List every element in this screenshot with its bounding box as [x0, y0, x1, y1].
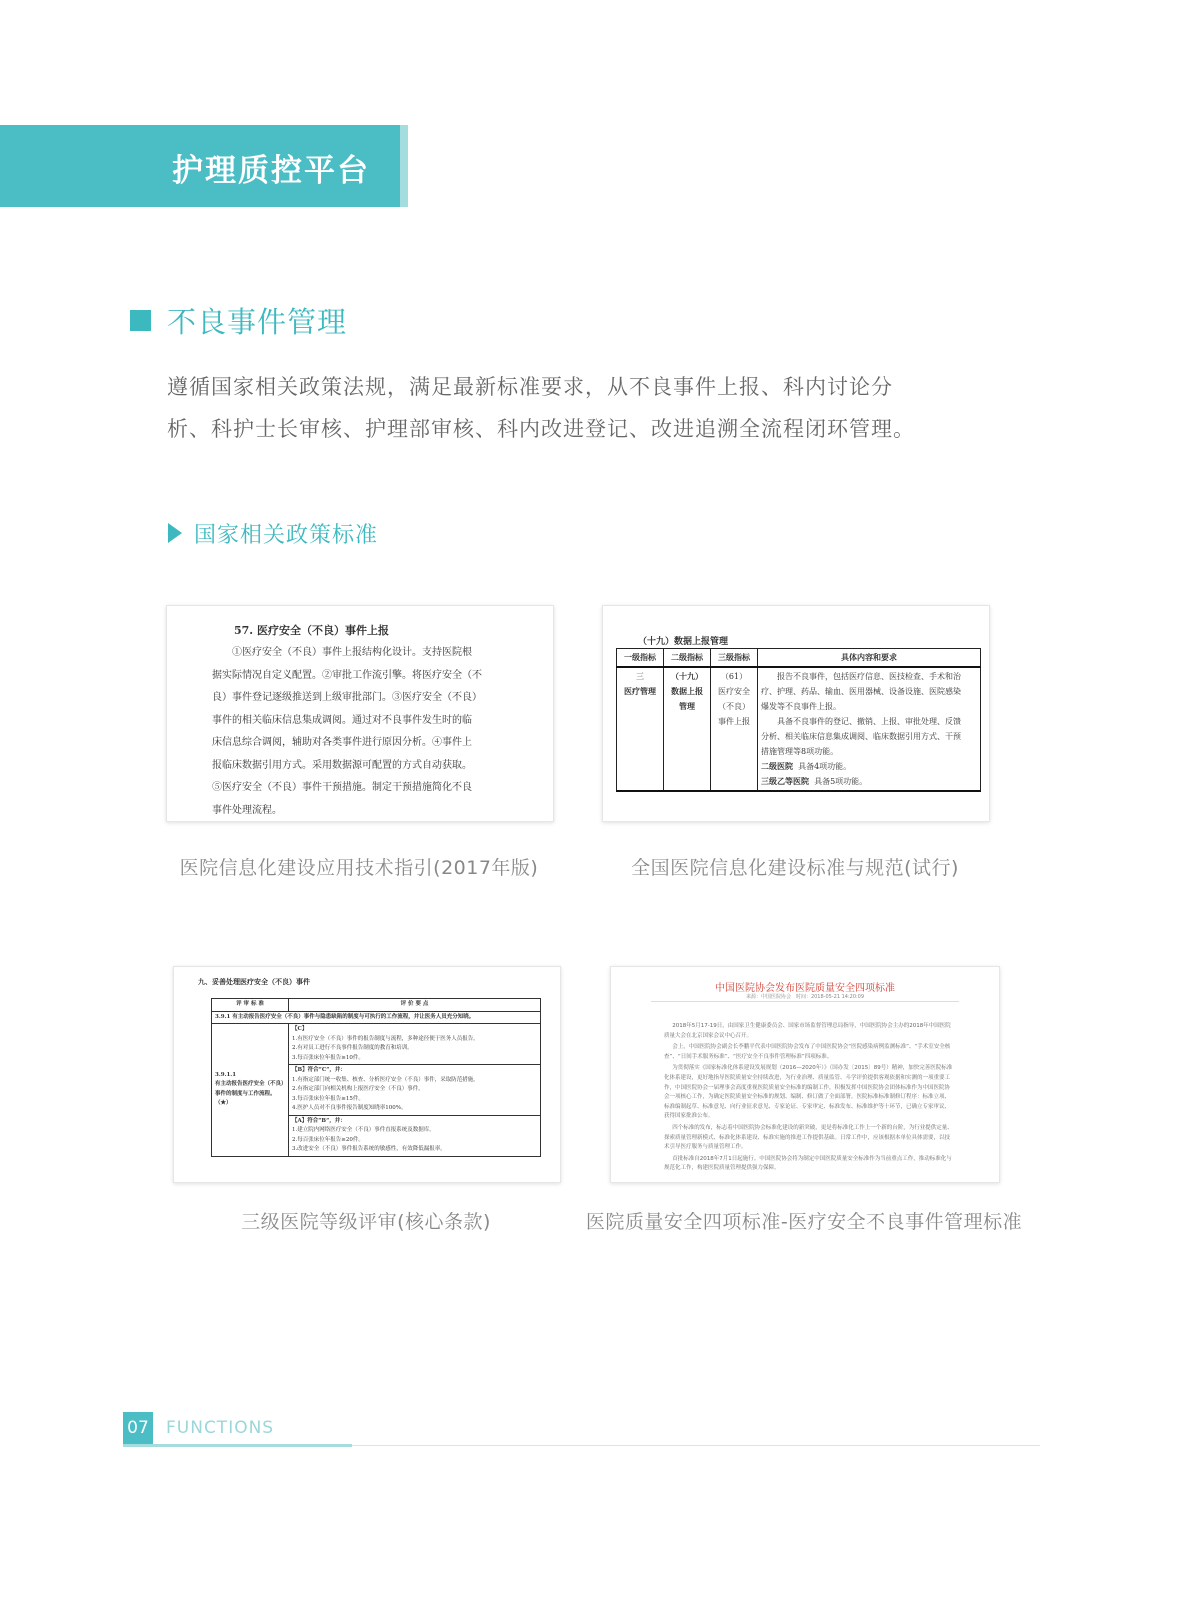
footer-label: FUNCTIONS	[166, 1418, 275, 1438]
footer-rule	[123, 1444, 352, 1447]
news-paragraph: 会上，中国医院协会副会长李鹏平代表中国医院协会发布了中国医院协会“医院感染病例监测标准”、“手术室安全核查”、“日间手术服务标准”、“医疗安全不良事件管理标准”四项标准。	[664, 1044, 951, 1060]
intro-line: 析、科护士长审核、护理部审核、科内改进登记、改进追溯全流程闭环管理。	[167, 417, 915, 441]
banner-stripe	[400, 125, 408, 207]
divider	[651, 1001, 959, 1002]
grade-label: 【B】符合“C”，并：	[292, 1067, 346, 1073]
cell-line	[761, 774, 977, 789]
doc-title: （十九）数据上报管理	[638, 637, 729, 647]
section-intro	[167, 366, 997, 450]
triangle-right-icon	[168, 523, 182, 543]
news-paragraph: 首批标准自2018年7月1日起施行。中国医院协会将为制定中国医院质量安全标准作为当前重点工作，推动标准化与规范化工作，构建医院质量管理提供强力保障。	[664, 1155, 952, 1172]
level-text: 具备5项功能。	[814, 777, 868, 786]
policy-card-1	[166, 605, 554, 822]
table-header: 二级指标	[664, 649, 711, 668]
news-meta: 来源：中国医院协会 时间：2018-05-21 14:20:09	[745, 994, 865, 1000]
section-square-icon	[130, 310, 151, 331]
news-paragraph: 为贯彻落实《国家标准化体系建设发展规划（2016—2020年）》（国办发〔2015〕89号）精神，加快完善医院标准化体系建设，更好地指导医院质量安全持续改进，为行业治理、质量监管、斗学评价提供客观依据和实测的一项重要工作，中国医院协会一届理事会高度重视医院质量安全标准的编制工作，积极发挥中国医院协会团体标准作为中国医院协会一项核心工作，为确定医院质量安全标准的规划、编制、修订做了全面部署。医院标准标准制修订程序：标准立项、标准编制起草、标准意见、向行业征求意见、专家论证、专家审定、标准发布、标准维护等十环节，已确立专家审议、获得国家批准公布。	[664, 1065, 953, 1120]
cell-line: 具备不良事件的登记、撤销、上报、审批处理、反馈	[777, 717, 961, 726]
doc-line: 事件处理流程。	[212, 804, 282, 816]
cell-line: 报告不良事件，包括医疗信息、医技检查、手术和治	[777, 672, 961, 681]
doc-table	[616, 648, 981, 792]
cell-line: （十九）	[671, 671, 703, 681]
card-caption: 全国医院信息化建设标准与规范(试行)	[631, 857, 959, 879]
level-label: 三级乙等医院	[761, 776, 809, 786]
section-title: 不良事件管理	[167, 305, 348, 339]
grade-item: 2.每百张床位年报告≥20件。	[292, 1136, 364, 1143]
news-headline: 中国医院协会发布医院质量安全四项标准	[715, 983, 895, 994]
intro-line: 遵循国家相关政策法规，满足最新标准要求，从不良事件上报、科内讨论分	[167, 375, 893, 399]
cell-line: 措施管理等8项功能。	[761, 747, 839, 756]
card-caption: 医院信息化建设应用技术指引(2017年版)	[179, 857, 539, 879]
table-header: 评 审 标 准	[212, 999, 289, 1012]
page-number: 07	[123, 1412, 153, 1445]
doc-line: 良）事件登记逐级推送到上级审批部门。③医疗安全（不良）	[212, 692, 482, 703]
cell-line: 事件上报	[718, 717, 750, 726]
cell-line: 数据上报	[671, 686, 703, 696]
cell-line: （不良）	[718, 702, 750, 711]
grade-item: 3.改进安全（不良）事件报告系统的敏感性，有效降低漏报率。	[292, 1146, 446, 1152]
cell-line: 医疗安全	[718, 687, 750, 696]
news-paragraph: 2018年5月17-19日，由国家卫生健康委员会、国家市场监督管理总局指导，中国医院协会主办的2018年中国医院质量大会在北京国家会议中心召开。	[664, 1023, 951, 1039]
policy-card-4	[610, 966, 1000, 1183]
cell-line: 3.9.1.1	[215, 1071, 237, 1078]
grade-item: 1.有指定部门统一收集、核查、分析医疗安全（不良）事件，采取防范措施。	[292, 1076, 479, 1083]
doc-body	[212, 642, 512, 822]
banner-title: 护理质控平台	[172, 153, 370, 189]
news-body	[664, 1022, 954, 1176]
doc-line: 报临床数据引用方式。采用数据源可配置的方式自动获取。	[212, 759, 472, 771]
cell-line: 医疗管理	[624, 686, 656, 696]
level-text: 具备4项功能。	[798, 762, 852, 771]
cell-line: 爆发等不良事件上报。	[761, 702, 841, 711]
level-label: 二级医院	[761, 761, 793, 771]
grade-item: 4.医护人员对不良事件报告制度知晓率100%。	[292, 1105, 407, 1111]
table-row: 3.9.1 有主动报告医疗安全（不良）事件与隐患缺陷的制度与可执行的工作流程，并让医务人员充分知晓。	[212, 1011, 541, 1024]
grade-item: 2.有指定部门向相关机构上报医疗安全（不良）事件。	[292, 1086, 424, 1092]
grade-item: 1.建立院内网络医疗安全（不良）事件直报系统及数据库。	[292, 1127, 435, 1133]
cell-line: （61）	[720, 672, 748, 681]
doc-line: 床信息综合调阅，辅助对各类事件进行原因分析。④事件上	[212, 737, 472, 748]
table-header: 具体内容和要求	[758, 649, 981, 668]
doc-table	[211, 998, 541, 1157]
doc-line: ⑤医疗安全（不良）事件干预措施。制定干预措施简化不良	[212, 782, 472, 793]
doc-line: 事件的相关临床信息集成调阅。通过对不良事件发生时的临	[212, 714, 472, 726]
news-paragraph: 四个标准的发布，标志着中国医院协会标准化建设的新突破，更是将标准化工作上一个新的台阶，为行业提供定量、探索质量管理新模式、标准化体系建设、标准实施的推进工作提供基础。日常工作中，应该根据本单位具体需要，以技术引导医疗服务与质量管理工作。	[664, 1124, 953, 1151]
doc-title: 57. 医疗安全（不良）事件上报	[234, 624, 389, 637]
table-header: 评 价 要 点	[289, 999, 541, 1012]
cell-line: 分析、相关临床信息集成调阅、临床数据引用方式、干预	[761, 732, 961, 741]
grade-item: 1.有医疗安全（不良）事件的报告制度与流程，多种途径便于医务人员报告。	[292, 1035, 479, 1042]
grade-label: 【C】	[292, 1026, 308, 1032]
policy-card-3	[173, 966, 561, 1183]
grade-item: 2.有对员工进行不良事件报告制度的教育和培训。	[292, 1045, 413, 1051]
cell-line: 有主动报告医疗安全（不良）事件的制度与工作流程。（★）	[215, 1081, 284, 1107]
policy-card-2	[602, 605, 990, 822]
footer-rule	[352, 1445, 1040, 1446]
table-header: 三级指标	[711, 649, 758, 668]
doc-line: 据实际情况自定义配置。②审批工作流引擎。将医疗安全（不	[212, 669, 482, 681]
grade-item: 3.每百张床位年报告≥15件。	[292, 1095, 364, 1102]
subsection-title: 国家相关政策标准	[194, 523, 379, 548]
card-caption: 医院质量安全四项标准-医疗安全不良事件管理标准	[585, 1211, 1023, 1233]
cell-line	[761, 759, 977, 774]
card-caption: 三级医院等级评审(核心条款)	[241, 1211, 491, 1233]
cell-line: 三	[636, 672, 644, 681]
grade-item: 3.每百张床位年报告≥10件。	[292, 1054, 364, 1061]
doc-title: 九、妥善处理医疗安全（不良）事件	[198, 977, 310, 986]
cell-line: 管理	[679, 701, 695, 711]
doc-line: ①医疗安全（不良）事件上报结构化设计。支持医院根	[232, 647, 472, 658]
cell-line: 疗、护理、药品、输血、医用器械、设备设施、医院感染	[761, 687, 961, 696]
grade-label: 【A】符合“B”，并：	[292, 1117, 346, 1124]
table-header: 一级指标	[617, 649, 664, 668]
